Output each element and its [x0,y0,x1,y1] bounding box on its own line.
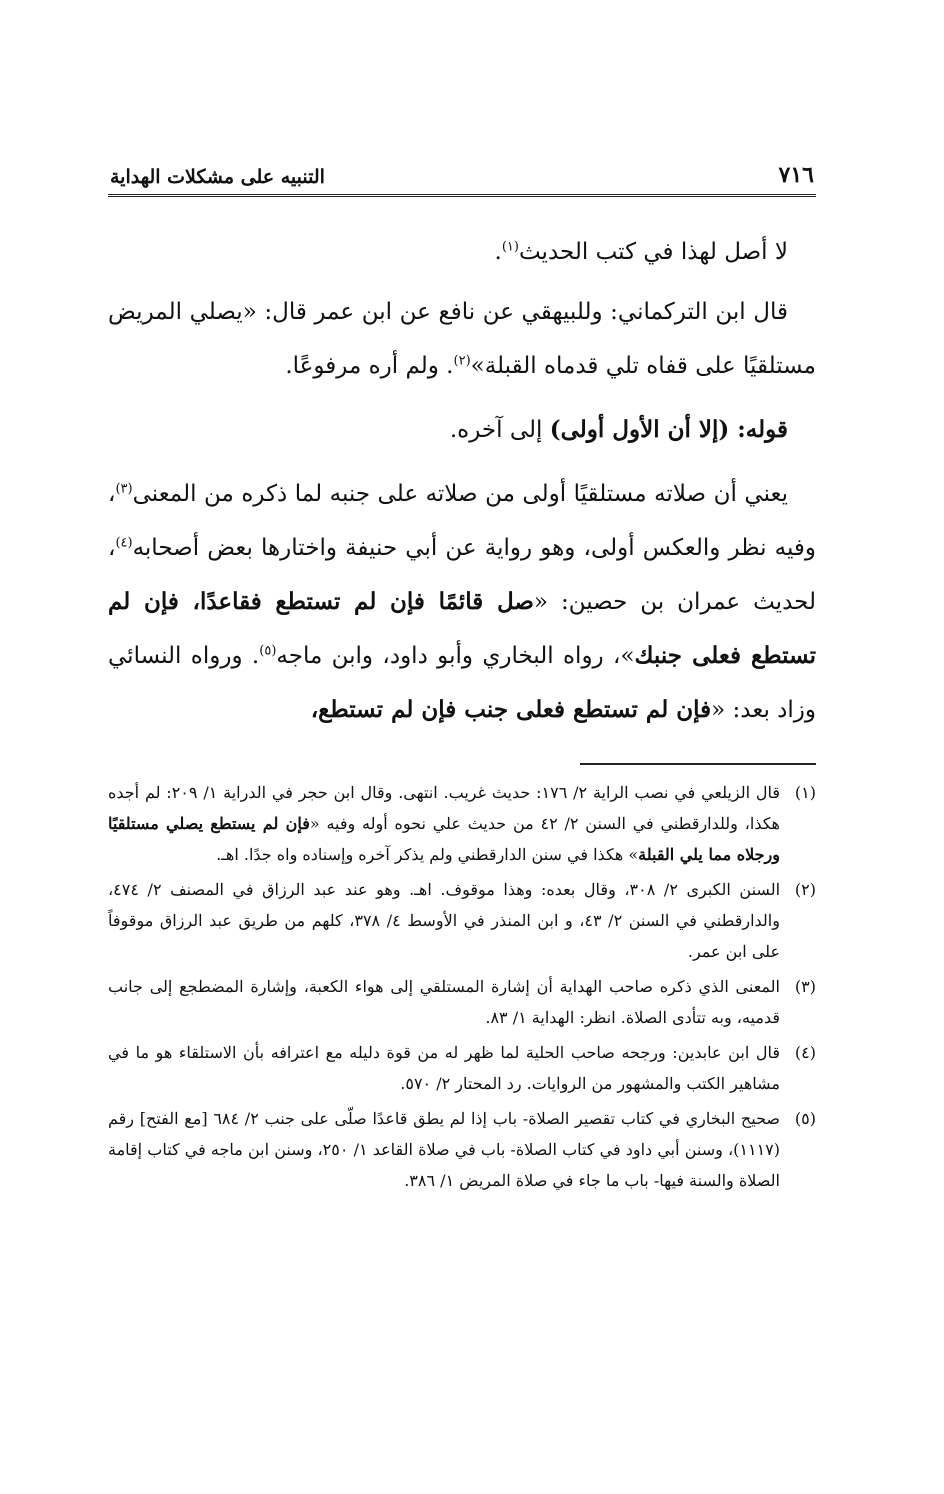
footnote-ref-5[interactable]: (٥) [259,643,277,659]
footnote-1-quote: فإن لم يستطع يصلي مستلقيًا ورجلاه مما يلي القبلة [108,814,780,864]
paragraph-4 [108,467,816,737]
paragraph-4-part-a: يعني أن صلاته مستلقيًا أولى من صلاته على جنبه لما ذكره من المعنى [132,481,788,507]
footnote-text: صحيح البخاري في كتاب تقصير الصلاة- باب إذا لم يطق قاعدًا صلّى على جنب ٢/ ٦٨٤ [مع الفتح] رقم (١١١٧)، وسنن أبي داود في كتاب الصلاة- باب في صلاة القاعد ١/ ٢٥٠، وسنن ابن ماجه في كتاب إقامة الصلاة والسنة فيها- باب ما جاء في صلاة المريض ١/ ٣٨٦. [108,1109,781,1190]
footnote-text: المعنى الذي ذكره صاحب الهداية أن إشارة المستلقي إلى هواء الكعبة، وإشارة المضطجع إلى جانب قدميه، وبه تتأدى الصلاة. انظر: الهداية ١/ ٨٣. [108,977,780,1027]
footnote-number: (٢) [794,880,816,899]
footnote-number: (١) [794,783,816,802]
paragraph-4-part-b: ، وفيه نظر والعكس أولى، وهو رواية عن أبي حنيفة واختارها بعض أصحابه [108,481,816,561]
paragraph-4-part-c: ، لحديث عمران بن حصين: « [108,535,816,615]
footnote-number: (٤) [794,1043,816,1062]
footnote-ref-2[interactable]: (٢) [453,353,471,369]
paragraph-1-end: . [494,239,502,265]
footnote-ref-1[interactable]: (١) [501,239,519,255]
footnote-2 [108,874,816,967]
paragraph-4-part-e: . ورواه النسائي وزاد بعد: « [108,643,816,723]
paragraph-4-part-d: »، رواه البخاري وأبو داود، وابن ماجه [276,643,635,669]
footnote-number: (٥) [794,1109,816,1128]
footnotes [108,777,816,1196]
footnote-text: قال ابن عابدين: ورجحه صاحب الحلية لما ظهر له من قوة دليله مع اعترافه بأن الاستلقاء هو ما في مشاهير الكتب والمشهور من الروايات. رد المحتار ٢/ ٥٧٠. [108,1043,780,1093]
paragraph-2-text: قال ابن التركماني: وللبيهقي عن نافع عن ابن عمر قال: «يصلي المريض مستلقيًا على قفاه تلي قدماه القبلة» [108,299,816,379]
footnote-1-part-b: » هكذا في سنن الدارقطني ولم يذكر آخره وإسناده واه جدًا. اهـ. [216,845,639,864]
footnote-separator [580,763,816,765]
running-header [108,148,816,197]
footnote-ref-4[interactable]: (٤) [115,535,133,551]
paragraph-1 [108,225,816,279]
paragraph-2-end: . ولم أره مرفوعًا. [285,353,454,379]
footnote-4 [108,1037,816,1099]
commentary-heading-quote: قوله: (إلا أن الأول أولى) [549,416,788,443]
hadith-quote-2: فإن لم تستطع فعلى جنب فإن لم تستطع، [310,696,712,723]
paragraph-2 [108,285,816,393]
book-title: التنبيه على مشكلات الهداية [110,166,325,188]
footnote-number: (٣) [794,977,816,996]
page-number: ٧١٦ [778,162,814,188]
commentary-heading-rest: إلى آخره. [449,417,550,443]
hadith-quote-1: صل قائمًا فإن لم تستطع فقاعدًا، فإن لم تستطع فعلى جنبك [108,588,816,669]
commentary-heading [108,403,816,457]
main-text [108,225,816,737]
footnote-1-part-a: قال الزيلعي في نصب الراية ٢/ ١٧٦: حديث غريب. انتهى. وقال ابن حجر في الدراية ١/ ٢٠٩: لم أجده هكذا، وللدارقطني في السنن ٢/ ٤٢ من حديث علي نحوه أوله وفيه « [108,783,781,833]
footnote-text: السنن الكبرى ٢/ ٣٠٨، وقال بعده: وهذا موقوف. اهـ. وهو عند عبد الرزاق في المصنف ٢/ ٤٧٤، والدارقطني في السنن ٢/ ٤٣، و ابن المنذر في الأوسط ٤/ ٣٧٨، كلهم من طريق عبد الرزاق موقوفاً على ابن عمر. [108,880,781,961]
paragraph-1-text: لا أصل لهذا في كتب الحديث [518,239,788,265]
footnote-ref-3[interactable]: (٣) [115,481,133,497]
footnote-3 [108,971,816,1033]
footnote-text [108,777,780,870]
footnote-1 [108,777,816,870]
footnote-5 [108,1103,816,1196]
book-page [108,148,816,1200]
